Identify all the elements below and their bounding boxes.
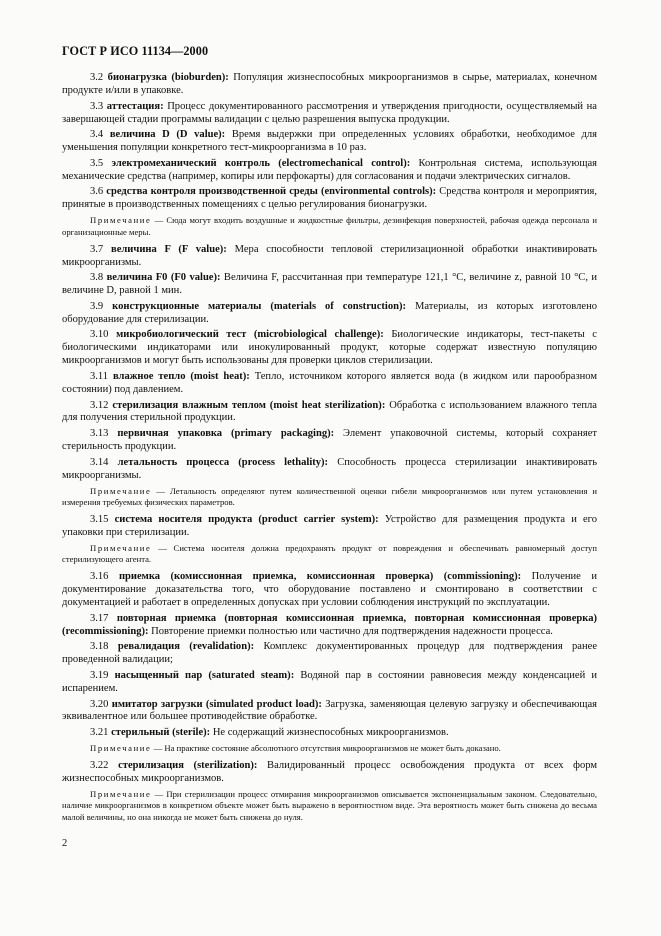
entry-term: ревалидация (revalidation): [117, 641, 255, 653]
entry-number: 3.13 [90, 428, 109, 440]
note-paragraph [62, 215, 597, 237]
entry-text: Время выдержки при определенных условиях обработки, необходимое для уменьшения популяции конкретного тест-микроорганизма в 10 раз. [62, 129, 598, 154]
entry-term: электромеханический контроль (electromechanical control): [111, 157, 411, 169]
entry-number: 3.6 [90, 186, 104, 198]
entry-term: приемка (комиссионная приемка, комиссионная проверка) (commissioning): [118, 571, 522, 583]
note-text: — При стерилизации процесс отмирания микроорганизмов описывается экспоненциальным законом. Следовательно, наличие микроорганизмов в конкретном объекте может быть выражено в вероятностном виде. Эта вероятность может быть снижена до весьма малой величины, но она никогда не может быть снижена до нуля. [62, 789, 597, 822]
note-text: — На практике состояние абсолютного отсутствия микроорганизмов не может быть доказано. [153, 743, 501, 754]
entry-term: система носителя продукта (product carrier system): [114, 513, 379, 525]
note-paragraph [62, 486, 597, 508]
entry-term: величина F0 (F0 value): [106, 272, 221, 284]
entry-number: 3.12 [90, 399, 109, 411]
entry-text: Величина F, рассчитанная при температуре 121,1 °C, величине z, равной 10 °C, и величине D, равной 1 мин. [62, 272, 598, 297]
definition-entry [62, 727, 597, 740]
page-number: 2 [62, 838, 68, 849]
definition-entry [62, 514, 597, 540]
definition-entry [62, 400, 597, 426]
entry-number: 3.17 [90, 612, 109, 624]
entry-number: 3.16 [90, 571, 109, 583]
definition-entry [62, 670, 597, 696]
entry-number: 3.4 [90, 129, 104, 141]
entry-text: Загрузка, заменяющая целевую загрузку и обеспечивающая эквивалентное или большее противодействие обработке. [62, 698, 598, 723]
entry-text: Тепло, источником которого является вода (в жидком или парообразном состоянии) под давлением. [62, 370, 598, 395]
note-label: Примечание [90, 789, 152, 800]
entry-number: 3.14 [90, 456, 109, 468]
entry-number: 3.10 [90, 329, 109, 341]
definition-entry [62, 186, 597, 212]
entry-text: Обработка с использованием влажного тепла для получения стерильной продукции. [62, 399, 597, 424]
entry-term: аттестация: [106, 100, 164, 112]
entry-term: повторная приемка (повторная комиссионная приемка, повторная комиссионная проверка) (recommissioning): [62, 612, 597, 637]
definition-entry [62, 428, 597, 454]
definition-entry [62, 158, 597, 184]
entry-term: стерилизация влажным теплом (moist heat sterilization): [112, 399, 386, 411]
entry-text: Валидированный процесс освобождения продукта от всех форм жизнеспособных микроорганизмов. [62, 760, 598, 785]
note-label: Примечание [90, 485, 152, 496]
entry-number: 3.21 [90, 727, 109, 739]
definition-entry [62, 371, 597, 397]
entry-number: 3.22 [90, 760, 109, 772]
entry-number: 3.7 [90, 243, 104, 255]
entry-term: величина F (F value): [111, 243, 227, 255]
entry-term: влажное тепло (moist heat): [113, 370, 250, 382]
entry-number: 3.8 [90, 272, 104, 284]
document-header: ГОСТ Р ИСО 11134—2000 [62, 44, 209, 58]
definition-entry [62, 272, 597, 298]
entry-text: Материалы, из которых изготовлено оборудование для стерилизации. [62, 300, 598, 325]
entry-term: имитатор загрузки (simulated product load): [111, 698, 322, 710]
definition-entry [62, 101, 597, 127]
entry-text: Повторение приемки полностью или частично для подтверждения надежности процесса. [151, 625, 553, 637]
entry-term: первичная упаковка (primary packaging): [117, 428, 335, 440]
note-text: — Система носителя должна предохранять продукт от повреждения и обеспечивать равномерный доступ стерилизующего агента. [62, 542, 597, 565]
entry-term: величина D (D value): [109, 129, 226, 141]
entry-number: 3.9 [90, 300, 104, 312]
definition-entry [62, 571, 597, 610]
definition-entry [62, 244, 597, 270]
definition-entry [62, 457, 597, 483]
entry-term: летальность процесса (process lethality): [117, 456, 329, 468]
note-text: — Сюда могут входить воздушные и жидкостные фильтры, дезинфекция поверхностей, рабочая одежда персонала и организационные меры. [62, 215, 597, 237]
document-body [62, 72, 597, 829]
note-text: — Летальность определяют путем количественной оценки гибели микроорганизмов или путем установления и измерения требуемых физических параметров. [62, 485, 597, 507]
entry-term: стерильный (sterile): [111, 727, 211, 739]
entry-text: Водяной пар в состоянии равновесия между конденсацией и испарением. [62, 669, 598, 694]
entry-text: Получение и документирование доказательства того, что оборудование поставлено и смонтировано в соответствии с документацией и работает в определенных допусках при условии соблюдения инструкций по эксплуатации. [62, 571, 597, 608]
definition-entry [62, 72, 597, 98]
entry-text: Процесс документированного рассмотрения и утверждения пригодности, осуществляемый на завершающей стадии программы валидации с целью разрешения выпуска продукции. [62, 100, 597, 125]
note-label: Примечание [90, 542, 152, 553]
note-paragraph [62, 743, 597, 754]
note-paragraph [62, 789, 597, 822]
entry-number: 3.20 [90, 698, 109, 710]
entry-text: Комплекс документированных процедур для подтверждения ранее проведенной валидации; [62, 641, 597, 666]
note-paragraph [62, 543, 597, 565]
entry-text: Элемент упаковочной системы, который сохраняет стерильность продукции. [62, 428, 597, 453]
definition-entry [62, 760, 597, 786]
entry-text: Биологические индикаторы, тест-пакеты с биологическими индикаторами или инокулированный продукт, которые содержат известную популяцию микроорганизмов и могут быть использованы для проверки циклов стерилизации. [62, 329, 597, 367]
entry-text: Не содержащий жизнеспособных микроорганизмов. [212, 727, 449, 739]
entry-number: 3.3 [90, 100, 104, 112]
entry-text: Мера способности тепловой стерилизационной обработки инактивировать микроорганизмы. [62, 243, 598, 268]
entry-term: микробиологический тест (microbiological challenge): [116, 329, 384, 341]
definition-entry [62, 641, 597, 667]
entry-term: средства контроля производственной среды (environmental controls): [106, 186, 437, 198]
definition-entry [62, 699, 597, 725]
note-label: Примечание [90, 215, 152, 226]
entry-text: Устройство для размещения продукта и его упаковки при стерилизации. [62, 513, 597, 538]
entry-term: стерилизация (sterilization): [118, 760, 258, 772]
entry-number: 3.15 [90, 513, 109, 525]
definition-entry [62, 301, 597, 327]
entry-number: 3.2 [90, 72, 104, 83]
definition-entry [62, 613, 597, 639]
entry-text: Контрольная система, использующая механические средства (например, копиры или перфокарты) для согласования и подачи электрических сигналов. [62, 157, 598, 182]
definition-entry [62, 329, 597, 368]
entry-text: Популяция жизнеспособных микроорганизмов в сырье, материалах, конечном продукте и/или в упаковке. [62, 72, 597, 96]
entry-text: Способность процесса стерилизации инактивировать микроорганизмы. [62, 456, 598, 481]
entry-number: 3.11 [90, 370, 109, 382]
entry-term: конструкционные материалы (materials of construction): [112, 300, 407, 312]
entry-term: насыщенный пар (saturated steam): [114, 669, 295, 681]
note-label: Примечание [90, 743, 152, 754]
entry-number: 3.19 [90, 669, 109, 681]
entry-term: бионагрузка (bioburden): [107, 72, 229, 83]
entry-number: 3.5 [90, 157, 104, 169]
definition-entry [62, 129, 597, 155]
entry-text: Средства контроля и мероприятия, принятые в производственных помещениях с целью регулирования бионагрузки. [62, 186, 598, 211]
entry-number: 3.18 [90, 641, 109, 653]
